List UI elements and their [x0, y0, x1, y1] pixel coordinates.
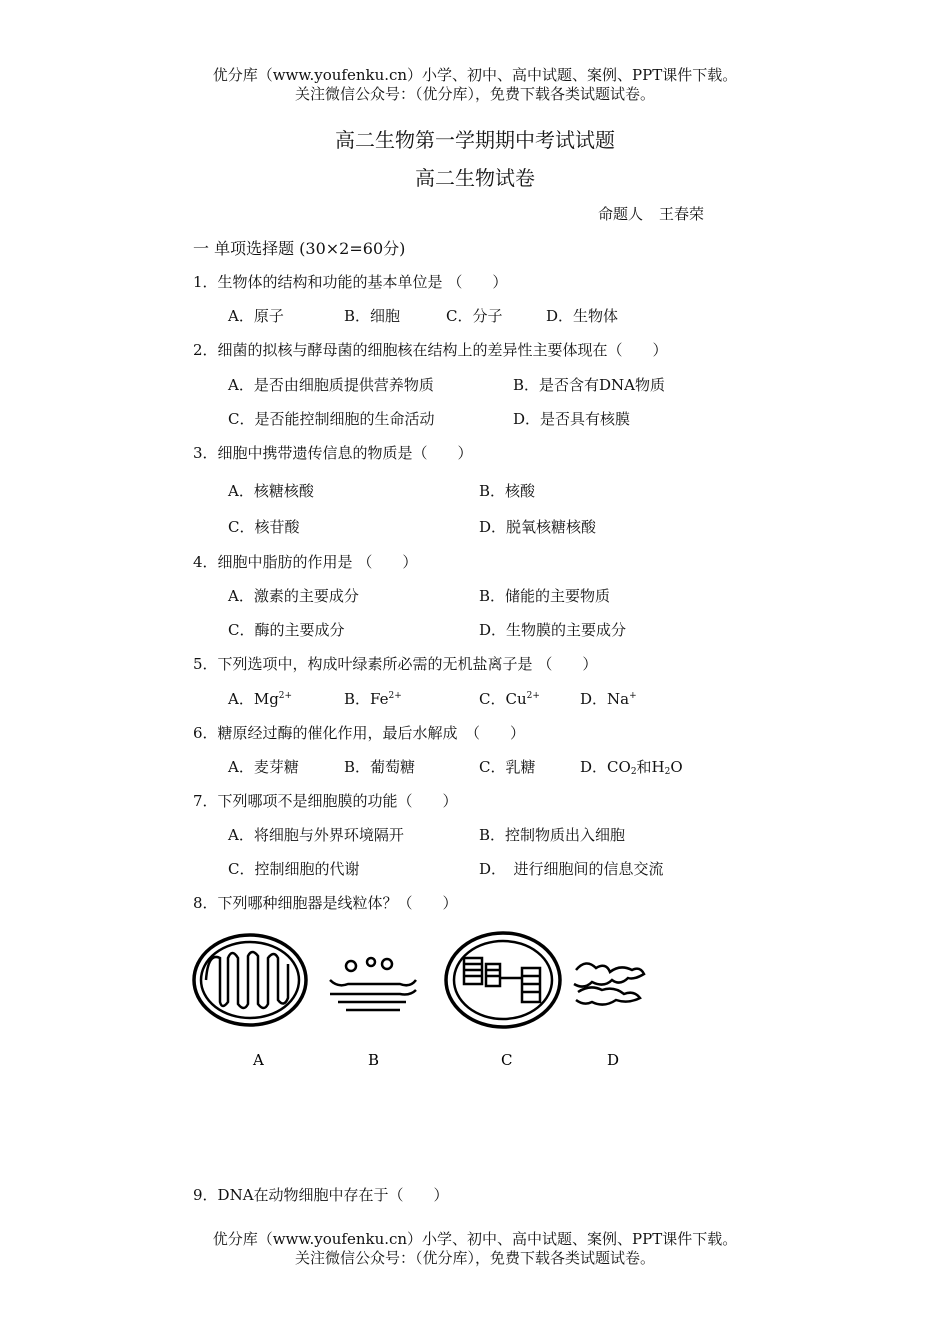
golgi-drawing: [330, 958, 416, 1010]
q6-option-a: A．麦芽糖: [228, 758, 299, 776]
figure-label-c: C: [501, 1051, 513, 1069]
exam-subtitle: 高二生物试卷: [415, 166, 535, 190]
figure-label-a: A: [253, 1051, 264, 1069]
q1-option-a: A．原子: [228, 307, 284, 325]
mitochondrion-drawing: [194, 935, 306, 1025]
question-9-stem: 9．DNA在动物细胞中存在于（ ）: [193, 1186, 449, 1204]
q1-option-d: D．生物体: [546, 307, 619, 325]
section-heading: 一 单项选择题 (30×2=60分): [193, 239, 406, 258]
q5-option-d: D．Na+: [580, 690, 637, 708]
q7-option-b: B．控制物质出入细胞: [479, 826, 626, 844]
question-2-stem: 2．细菌的拟核与酵母菌的细胞核在结构上的差异性主要体现在（ ）: [193, 341, 668, 359]
q7-option-a: A．将细胞与外界环境隔开: [228, 826, 404, 844]
q5-option-c: C．$Cu^{2+}$: [479, 690, 540, 708]
author-line: [598, 203, 704, 224]
q2-option-a: A．是否由细胞质提供营养物质: [228, 376, 434, 394]
author-name: 王春荣: [659, 205, 705, 223]
er-drawing: [574, 963, 644, 1004]
q1-option-b: B．细胞: [344, 307, 401, 325]
q7-option-c: C．控制细胞的代谢: [228, 860, 360, 878]
q6-option-d: D．$CO_2$和$H_2O$: [580, 758, 683, 777]
organelle-drawings: [188, 928, 658, 1073]
q4-option-d: D．生物膜的主要成分: [479, 621, 627, 639]
q1-option-c: C．分子: [446, 307, 503, 325]
q7-option-d: D． 进行细胞间的信息交流: [479, 860, 664, 878]
question-1-stem: 1．生物体的结构和功能的基本单位是 （ ）: [193, 273, 508, 291]
question-7-stem: 7．下列哪项不是细胞膜的功能（ ）: [193, 792, 458, 810]
figure-label-d: D: [607, 1051, 620, 1069]
banner-line-2: 关注微信公众号：（优分库），免费下载各类试题试卷。: [294, 85, 655, 103]
question-4-stem: 4．细胞中脂肪的作用是 （ ）: [193, 553, 418, 571]
q6-option-b: B．葡萄糖: [344, 758, 416, 776]
q5-option-a: A．$Mg^{2+}$: [228, 690, 293, 708]
banner-line-1: 优分库（www.youfenku.cn）小学、初中、高中试题、案例、PPT课件下载。: [212, 66, 738, 84]
question-3-stem: 3．细胞中携带遗传信息的物质是（ ）: [193, 444, 473, 462]
author-label: 命题人: [598, 205, 644, 223]
q5-option-b: B．$Fe^{2+}$: [344, 690, 402, 708]
q3-option-b: B．核酸: [479, 482, 536, 500]
q3-option-c: C．核苷酸: [228, 518, 300, 536]
banner-line-1-bottom: 优分库（www.youfenku.cn）小学、初中、高中试题、案例、PPT课件下载。: [212, 1230, 738, 1248]
q2-option-b: B．是否含有DNA物质: [513, 376, 666, 394]
banner-line-2-bottom: 关注微信公众号：（优分库），免费下载各类试题试卷。: [294, 1249, 655, 1267]
q3-option-a: A．核糖核酸: [228, 482, 314, 500]
question-6-stem: 6．糖原经过酶的催化作用，最后水解成 （ ）: [193, 724, 526, 742]
top-banner: [0, 66, 950, 104]
exam-title: 高二生物第一学期期中考试试题: [335, 128, 615, 152]
q4-option-c: C．酶的主要成分: [228, 621, 345, 639]
organelle-figure: [188, 928, 658, 1073]
q2-option-c: C．是否能控制细胞的生命活动: [228, 410, 435, 428]
question-5-stem: 5．下列选项中，构成叶绿素所必需的无机盐离子是 （ ）: [193, 655, 598, 673]
figure-label-b: B: [368, 1051, 380, 1069]
bottom-banner: [0, 1230, 950, 1268]
q2-option-d: D．是否具有核膜: [513, 410, 631, 428]
q6-option-c: C．乳糖: [479, 758, 536, 776]
q4-option-b: B．储能的主要物质: [479, 587, 611, 605]
chloroplast-drawing: [446, 933, 560, 1027]
question-8-stem: 8．下列哪种细胞器是线粒体？（ ）: [193, 894, 458, 912]
q3-option-d: D．脱氧核糖核酸: [479, 518, 597, 536]
q4-option-a: A．激素的主要成分: [228, 587, 359, 605]
